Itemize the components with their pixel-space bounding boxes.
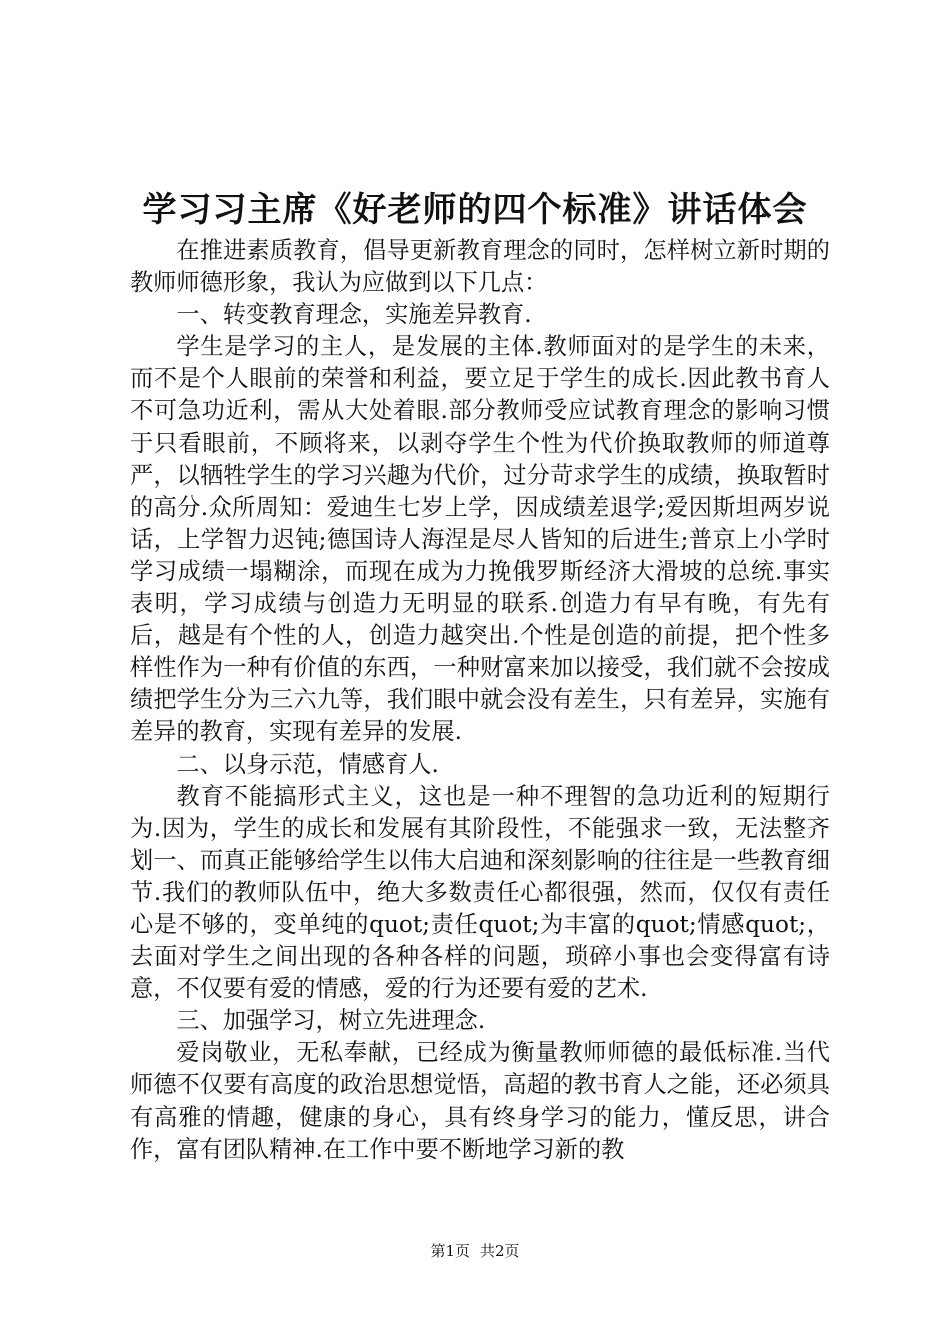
page-footer bbox=[0, 1240, 950, 1262]
section-heading-3: 三、加强学习，树立先进理念. bbox=[176, 1007, 486, 1035]
section-paragraph-3: 爱岗敬业，无私奉献，已经成为衡量教师师德的最低标准.当代师德不仅要有高度的政治思想觉悟，高超的教书育人之能，还必须具有高雅的情趣，健康的身心，具有终身学习的能力，懂反思，讲合作，富有团队精神.在工作中要不断地学习新的教 bbox=[130, 1039, 830, 1163]
section-paragraph-1: 学生是学习的主人，是发展的主体.教师面对的是学生的未来，而不是个人眼前的荣誉和利益，要立足于学生的成长.因此教书育人不可急功近利，需从大处着眼.部分教师受应试教育理念的影响习惯于只看眼前，不顾将来，以剥夺学生个性为代价换取教师的师道尊严，以牺牲学生的学习兴趣为代价，过分苛求学生的成绩，换取暂时的高分.众所周知：爱迪生七岁上学，因成绩差退学;爱因斯坦两岁说话，上学智力迟钝;德国诗人海涅是尽人皆知的后进生;普京上小学时学习成绩一塌糊涂，而现在成为力挽俄罗斯经济大滑坡的总统.事实表明，学习成绩与创造力无明显的联系.创造力有早有晚，有先有后，越是有个性的人，创造力越突出.个性是创造的前提，把个性多样性作为一种有价值的东西，一种财富来加以接受，我们就不会按成绩把学生分为三六九等，我们眼中就会没有差生，只有差异，实施有差异的教育，实现有差异的发展. bbox=[130, 333, 830, 746]
page-total: 共2页 bbox=[480, 1242, 520, 1260]
section-heading-2: 二、以身示范，情感育人. bbox=[176, 750, 439, 778]
intro-paragraph: 在推进素质教育，倡导更新教育理念的同时，怎样树立新时期的教师师德形象，我认为应做到以下几点： bbox=[130, 237, 830, 297]
document-body bbox=[130, 235, 830, 1166]
section-heading-1: 一、转变教育理念，实施差异教育. bbox=[176, 301, 532, 329]
document-title: 学习习主席《好老师的四个标准》讲话体会 bbox=[142, 190, 808, 230]
page-number: 第1页 bbox=[430, 1242, 470, 1260]
section-paragraph-2: 教育不能搞形式主义，这也是一种不理智的急功近利的短期行为.因为，学生的成长和发展有其阶段性，不能强求一致，无法整齐划一、而真正能够给学生以伟大启迪和深刻影响的往往是一些教育细节.我们的教师队伍中，绝大多数责任心都很强，然而，仅仅有责任心是不够的，变单纯的quot;责任quot;为丰富的quot;情感quot;，去面对学生之间出现的各种各样的问题，琐碎小事也会变得富有诗意，不仅要有爱的情感，爱的行为还要有爱的艺术. bbox=[130, 782, 830, 1003]
